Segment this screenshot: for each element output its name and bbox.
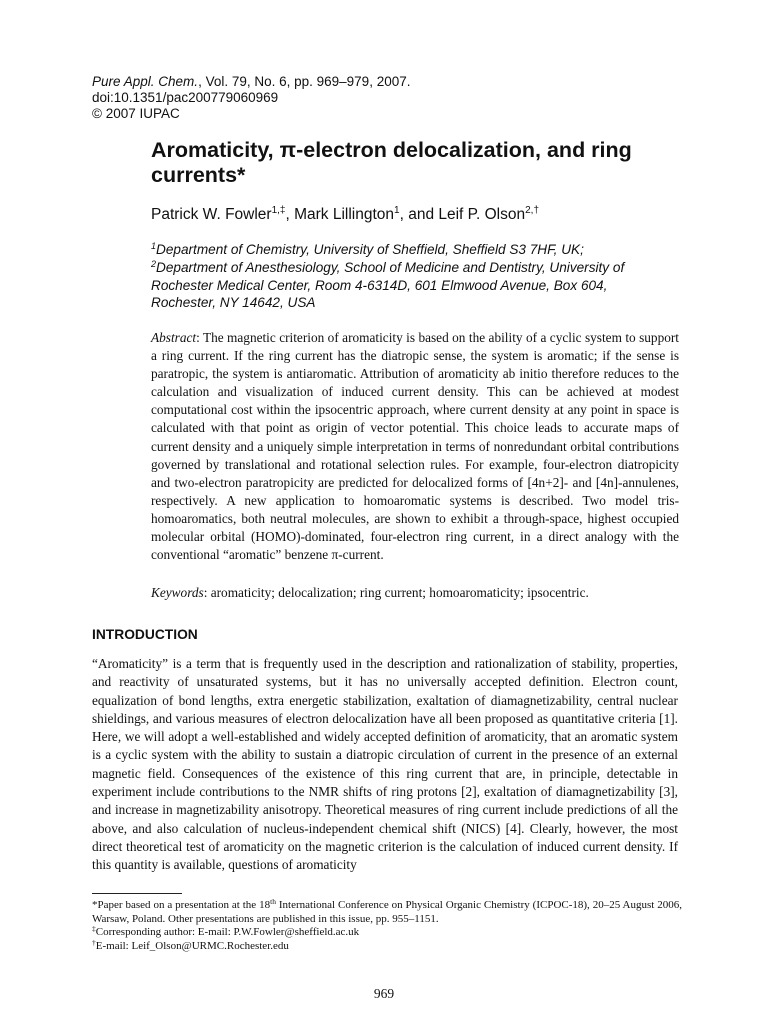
journal-citation <box>92 74 410 90</box>
doi: doi:10.1351/pac200779060969 <box>92 90 279 105</box>
author-affiliation-mark: 2,† <box>525 205 540 216</box>
author-name: , and Leif P. Olson <box>399 206 526 223</box>
footnote-corresponding-author: ‡Corresponding author: E-mail: P.W.Fowler@sheffield.ac.uk <box>92 924 360 939</box>
abstract <box>151 329 679 564</box>
journal-name: Pure Appl. Chem. <box>92 74 199 89</box>
footnotes <box>92 899 682 953</box>
paper-title: Aromaticity, π-electron delocalization, and ring currents* <box>151 138 632 187</box>
affiliations <box>151 241 711 312</box>
keywords-text: : aromaticity; delocalization; ring current; homoaromaticity; ipsocentric. <box>203 585 589 600</box>
section-heading-introduction: INTRODUCTION <box>92 627 198 642</box>
affiliation-2-line-1: $^2$Department of Anesthesiology, School of Medicine and Dentistry, University of <box>151 258 625 275</box>
author-list <box>151 205 539 225</box>
author-name: Patrick W. Fowler <box>151 206 272 223</box>
author-name: , Mark Lillington <box>285 206 395 223</box>
affiliation-2-line-3: Rochester, NY 14642, USA <box>151 295 316 311</box>
author-affiliation-mark: 1 <box>394 205 400 216</box>
footnote-email: †E-mail: Leif_Olson@URMC.Rochester.edu <box>92 937 289 952</box>
footnote-conference: *Paper based on a presentation at the 18th International Conference on Physical Organic Chemistry (ICPOC-18), 20–25 August 2006, Warsaw, Poland. Other presentations are published in this issue, pp. 955–1151. <box>92 897 683 925</box>
abstract-label: Abstract <box>151 330 197 345</box>
page-number: 969 <box>373 986 395 1001</box>
abstract-text: : The magnetic criterion of aromaticity is based on the ability of a cyclic system to support a ring current. If the ring current has the diatropic sense, the system is aromatic; if the sense is paratropic, the system is antiaromatic. Attribution of aromaticity ab initio therefore reduces to the calculation and visualization of induced current density. This can be achieved at modest computational cost within the ipsocentric approach, where current density at any point in space is calculated with that point as origin of vector potential. This choice leads to accurate maps of current density and a uniquely simple interpretation in terms of nonredundant orbital contributions governed by translational and rotational selection rules. For example, four-electron diatropicity and two-electron paratropicity are predicted for delocalized forms of [4n+2]- and [4n]-annulenes, respectively. A new application to homoaromatic systems is described. Two model tris-homoaromatics, both neutral molecules, are shown to exhibit a through-space, highest occupied molecular orbital (HOMO)-dominated, four-electron ring current, in a direct analogy with the conventional “aromatic” benzene π-current. <box>151 330 679 563</box>
keywords-label: Keywords <box>151 585 204 600</box>
affiliation-1: $^1$Department of Chemistry, University of Sheffield, Sheffield S3 7HF, UK; <box>151 241 584 257</box>
author-affiliation-mark: 1,‡ <box>271 205 286 216</box>
footnote-divider <box>92 893 182 894</box>
copyright: © 2007 IUPAC <box>92 106 180 121</box>
introduction-paragraph: “Aromaticity” is a term that is frequently used in the description and rationalization of stability, properties, and reactivity of unsaturated systems, but it has no universally accepted definition. Electron count, equalization of bond lengths, extra energetic stabilization, exaltation of diamagnetizability, central nuclear shieldings, and various measures of electron delocalization have all been proposed as quantitative criteria [1]. Here, we will adopt a well-established and widely accepted definition of aromaticity, that an aromatic system is a cyclic system with the ability to sustain a diatropic circulation of current in the presence of an external magnetic field. Consequences of the existence of this ring current that are, in principle, detectable in experiment include contributions to the NMR shifts of ring protons [2], exaltation of diamagnetizability [3], and increase in magnetizability anisotropy. Theoretical measures of ring current include predictions of all the above, and also calculation of nucleus-independent chemical shift (NICS) [4]. Clearly, however, the most direct theoretical test of aromaticity on the magnetic criterion is the calculation of induced current density. If this quantity is available, questions of aromaticity <box>92 656 678 873</box>
keywords <box>151 584 679 602</box>
journal-header <box>92 74 410 122</box>
journal-details: , Vol. 79, No. 6, pp. 969–979, 2007. <box>198 74 411 89</box>
affiliation-2-line-2: Rochester Medical Center, Room 4-6314D, 601 Elmwood Avenue, Box 604, <box>151 277 608 293</box>
